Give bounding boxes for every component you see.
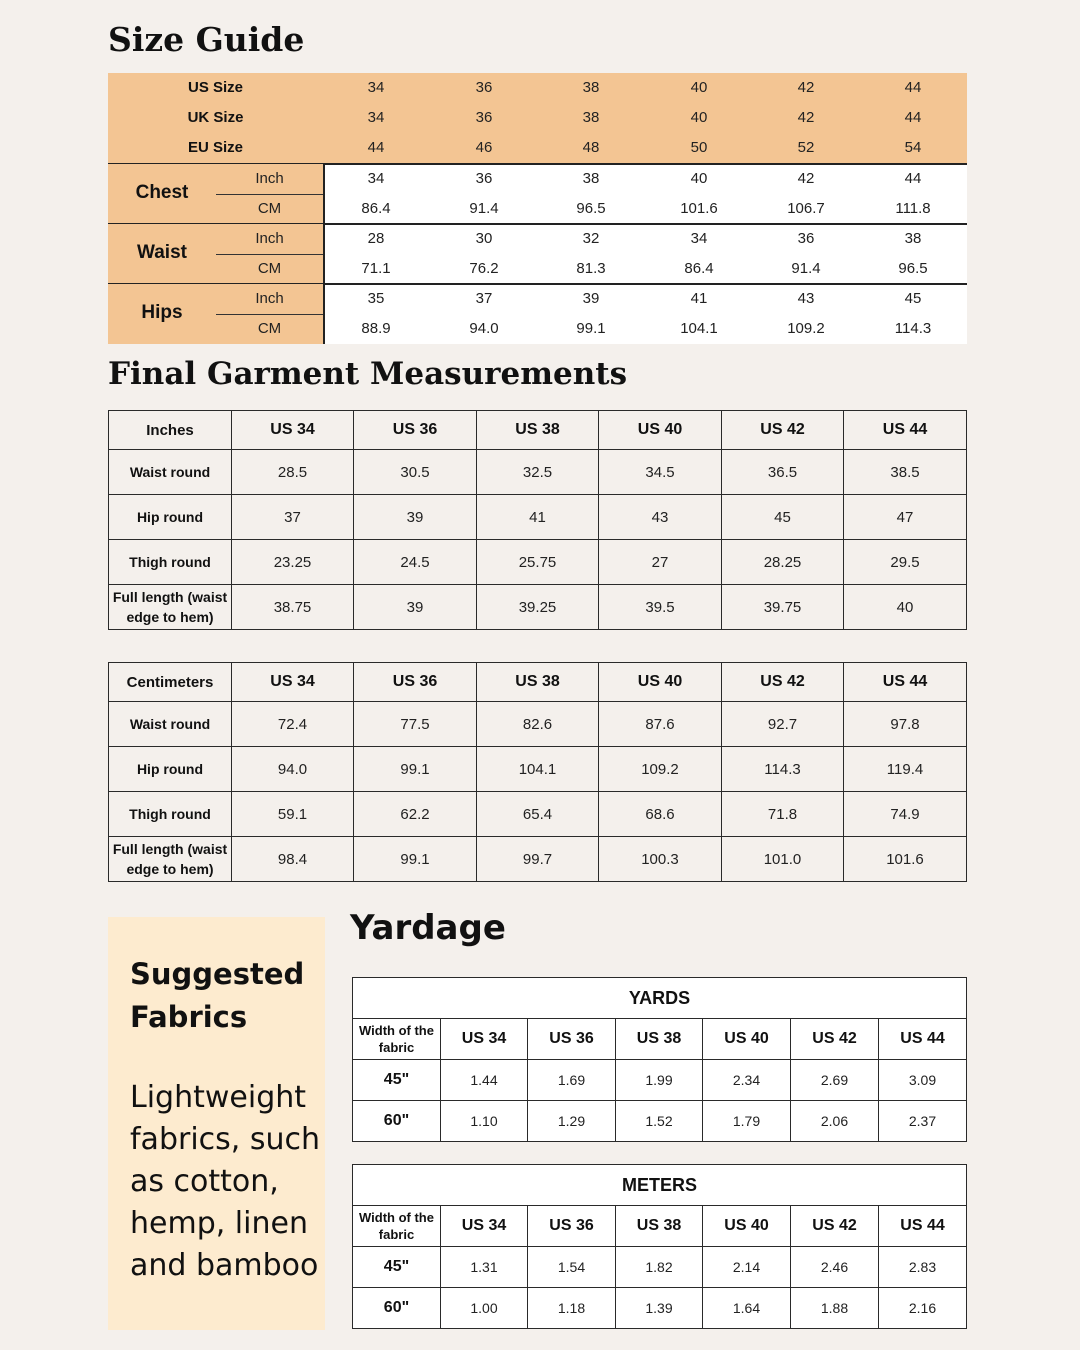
size-cell: 50 bbox=[690, 139, 708, 156]
yardage-yards-table bbox=[352, 977, 967, 1142]
group-label-cell bbox=[108, 164, 323, 224]
size-cell: 111.8 bbox=[895, 200, 931, 217]
table-row bbox=[109, 747, 967, 792]
table-cell: 1.18 bbox=[528, 1288, 616, 1329]
size-cell: 42 bbox=[797, 109, 815, 126]
table-cell: 72.4 bbox=[232, 702, 354, 747]
table-cell: 104.1 bbox=[477, 747, 599, 792]
table-cell: 77.5 bbox=[354, 702, 477, 747]
table-cell: 39.75 bbox=[722, 585, 844, 630]
table-cell: 1.79 bbox=[703, 1101, 791, 1142]
size-cell: 40 bbox=[690, 109, 708, 126]
table-row bbox=[353, 1101, 967, 1142]
final-inches-table bbox=[108, 410, 967, 630]
size-cell: 43 bbox=[797, 290, 815, 307]
yardage-meters-table bbox=[352, 1164, 967, 1329]
unit-label: Inch bbox=[216, 284, 323, 315]
size-cell: 42 bbox=[797, 79, 815, 96]
corner-label: Centimeters bbox=[109, 663, 232, 702]
table-row bbox=[109, 702, 967, 747]
size-cell: 38 bbox=[904, 230, 922, 247]
table-cell: 62.2 bbox=[354, 792, 477, 837]
table-cell: 99.7 bbox=[477, 837, 599, 882]
group-label-cell bbox=[108, 284, 323, 344]
width-value: 45" bbox=[353, 1060, 441, 1101]
size-cell: 34 bbox=[690, 230, 708, 247]
unit-header: METERS bbox=[353, 1165, 967, 1206]
column-header: US 40 bbox=[599, 411, 722, 450]
table-cell: 23.25 bbox=[232, 540, 354, 585]
row-label: Thigh round bbox=[109, 540, 232, 585]
table-cell: 1.00 bbox=[441, 1288, 528, 1329]
column-header: US 34 bbox=[232, 411, 354, 450]
table-cell: 45 bbox=[722, 495, 844, 540]
column-header: US 44 bbox=[879, 1206, 967, 1247]
row-label: Full length (waist edge to hem) bbox=[109, 585, 232, 630]
table-cell: 1.29 bbox=[528, 1101, 616, 1142]
width-label: Width of the fabric bbox=[353, 1206, 441, 1247]
column-header: US 44 bbox=[844, 663, 967, 702]
table-cell: 32.5 bbox=[477, 450, 599, 495]
group-label: Waist bbox=[137, 242, 187, 263]
size-cell: 91.4 bbox=[791, 260, 821, 277]
width-value: 60" bbox=[353, 1101, 441, 1142]
table-cell: 99.1 bbox=[354, 747, 477, 792]
size-header bbox=[108, 73, 967, 164]
size-cell: 96.5 bbox=[898, 260, 928, 277]
size-cell: 91.4 bbox=[469, 200, 499, 217]
group-label: Hips bbox=[141, 302, 183, 323]
final-centimeters-table bbox=[108, 662, 967, 882]
table-cell: 1.44 bbox=[441, 1060, 528, 1101]
table-cell: 3.09 bbox=[879, 1060, 967, 1101]
size-cell: 94.0 bbox=[469, 320, 499, 337]
size-cell: 44 bbox=[904, 170, 922, 187]
size-cell: 36 bbox=[475, 170, 493, 187]
table-row bbox=[109, 792, 967, 837]
fabrics-description: Lightweight fabrics, such as cotton, hemp, linen and bamboo bbox=[130, 1080, 321, 1283]
table-cell: 2.34 bbox=[703, 1060, 791, 1101]
table-cell: 119.4 bbox=[844, 747, 967, 792]
table-cell: 1.82 bbox=[616, 1247, 703, 1288]
size-header-label: US Size bbox=[187, 79, 244, 96]
size-cell: 99.1 bbox=[576, 320, 606, 337]
size-header-row-uk bbox=[108, 103, 967, 133]
table-cell: 28.25 bbox=[722, 540, 844, 585]
table-cell: 29.5 bbox=[844, 540, 967, 585]
column-header: US 42 bbox=[722, 411, 844, 450]
size-header-row-us bbox=[108, 73, 967, 103]
table-cell: 1.88 bbox=[791, 1288, 879, 1329]
unit-label: CM bbox=[257, 200, 282, 217]
fabrics-title: Suggested Fabrics bbox=[130, 957, 305, 1034]
size-cell: 28 bbox=[367, 230, 385, 247]
size-cell: 36 bbox=[475, 79, 493, 96]
size-cell: 86.4 bbox=[684, 260, 714, 277]
size-cell: 109.2 bbox=[787, 320, 825, 337]
table-cell: 25.75 bbox=[477, 540, 599, 585]
table-row bbox=[353, 1288, 967, 1329]
column-header: US 38 bbox=[616, 1019, 703, 1060]
size-cell: 42 bbox=[797, 170, 815, 187]
column-header: US 40 bbox=[703, 1019, 791, 1060]
table-row bbox=[109, 495, 967, 540]
table-cell: 47 bbox=[844, 495, 967, 540]
size-group-chest bbox=[108, 164, 967, 224]
final-garment-title: Final Garment Measurements bbox=[108, 356, 628, 392]
size-cell: 36 bbox=[797, 230, 815, 247]
group-label: Chest bbox=[135, 182, 189, 203]
column-header: US 38 bbox=[616, 1206, 703, 1247]
size-cell: 39 bbox=[582, 290, 600, 307]
size-cell: 45 bbox=[904, 290, 922, 307]
table-cell: 39 bbox=[354, 585, 477, 630]
size-cell: 44 bbox=[904, 109, 922, 126]
table-header-row bbox=[109, 411, 967, 450]
size-guide-title: Size Guide bbox=[108, 20, 305, 59]
table-cell: 41 bbox=[477, 495, 599, 540]
size-cell: 54 bbox=[904, 139, 922, 156]
table-header-row bbox=[109, 663, 967, 702]
size-cell: 88.9 bbox=[361, 320, 391, 337]
size-guide-table bbox=[108, 73, 967, 344]
unit-label: CM bbox=[257, 260, 282, 277]
size-cell: 96.5 bbox=[576, 200, 606, 217]
column-header: US 36 bbox=[354, 411, 477, 450]
corner-label: Inches bbox=[109, 411, 232, 450]
table-cell: 24.5 bbox=[354, 540, 477, 585]
row-label: Waist round bbox=[109, 702, 232, 747]
size-cell: 38 bbox=[582, 109, 600, 126]
table-cell: 34.5 bbox=[599, 450, 722, 495]
size-header-row-eu bbox=[108, 133, 967, 163]
size-cell: 34 bbox=[367, 109, 385, 126]
size-cell: 38 bbox=[582, 79, 600, 96]
table-cell: 37 bbox=[232, 495, 354, 540]
size-cell: 35 bbox=[367, 290, 385, 307]
column-header: US 34 bbox=[441, 1019, 528, 1060]
table-cell: 2.69 bbox=[791, 1060, 879, 1101]
size-cell: 114.3 bbox=[894, 320, 932, 337]
table-cell: 43 bbox=[599, 495, 722, 540]
yardage-title: Yardage bbox=[350, 908, 506, 948]
table-cell: 2.46 bbox=[791, 1247, 879, 1288]
column-header: US 40 bbox=[703, 1206, 791, 1247]
table-row bbox=[109, 540, 967, 585]
table-cell: 1.99 bbox=[616, 1060, 703, 1101]
column-header: US 38 bbox=[477, 411, 599, 450]
size-cell: 34 bbox=[367, 170, 385, 187]
table-cell: 74.9 bbox=[844, 792, 967, 837]
table-cell: 82.6 bbox=[477, 702, 599, 747]
table-cell: 39.5 bbox=[599, 585, 722, 630]
table-cell: 40 bbox=[844, 585, 967, 630]
table-cell: 97.8 bbox=[844, 702, 967, 747]
column-header: US 36 bbox=[528, 1019, 616, 1060]
table-cell: 39 bbox=[354, 495, 477, 540]
table-row bbox=[109, 450, 967, 495]
unit-label: Inch bbox=[216, 224, 323, 255]
unit-label: Inch bbox=[216, 164, 323, 195]
column-header: US 42 bbox=[791, 1206, 879, 1247]
table-cell: 92.7 bbox=[722, 702, 844, 747]
table-cell: 2.83 bbox=[879, 1247, 967, 1288]
unit-label: CM bbox=[257, 320, 282, 337]
size-cell: 101.6 bbox=[680, 200, 718, 217]
row-label: Hip round bbox=[109, 495, 232, 540]
row-label: Full length (waist edge to hem) bbox=[109, 837, 232, 882]
width-value: 60" bbox=[353, 1288, 441, 1329]
suggested-fabrics-panel bbox=[108, 917, 325, 1330]
size-cell: 86.4 bbox=[361, 200, 391, 217]
table-cell: 68.6 bbox=[599, 792, 722, 837]
table-cell: 1.10 bbox=[441, 1101, 528, 1142]
table-row bbox=[109, 837, 967, 882]
column-header: US 36 bbox=[528, 1206, 616, 1247]
width-label: Width of the fabric bbox=[353, 1019, 441, 1060]
size-cell: 30 bbox=[475, 230, 493, 247]
table-cell: 36.5 bbox=[722, 450, 844, 495]
table-header-row bbox=[353, 1206, 967, 1247]
table-cell: 2.14 bbox=[703, 1247, 791, 1288]
table-cell: 1.64 bbox=[703, 1288, 791, 1329]
table-cell: 99.1 bbox=[354, 837, 477, 882]
table-cell: 2.37 bbox=[879, 1101, 967, 1142]
unit-row bbox=[353, 978, 967, 1019]
table-cell: 1.69 bbox=[528, 1060, 616, 1101]
row-label: Waist round bbox=[109, 450, 232, 495]
table-cell: 65.4 bbox=[477, 792, 599, 837]
size-group-hips bbox=[108, 284, 967, 344]
column-header: US 36 bbox=[354, 663, 477, 702]
table-cell: 94.0 bbox=[232, 747, 354, 792]
column-header: US 42 bbox=[722, 663, 844, 702]
size-cell: 71.1 bbox=[361, 260, 391, 277]
unit-row bbox=[353, 1165, 967, 1206]
table-cell: 38.75 bbox=[232, 585, 354, 630]
size-header-label: UK Size bbox=[187, 109, 244, 126]
size-group-waist bbox=[108, 224, 967, 284]
table-cell: 59.1 bbox=[232, 792, 354, 837]
size-cell: 81.3 bbox=[576, 260, 606, 277]
table-cell: 1.31 bbox=[441, 1247, 528, 1288]
table-cell: 1.54 bbox=[528, 1247, 616, 1288]
unit-header: YARDS bbox=[353, 978, 967, 1019]
size-cell: 76.2 bbox=[469, 260, 499, 277]
table-cell: 39.25 bbox=[477, 585, 599, 630]
table-cell: 98.4 bbox=[232, 837, 354, 882]
size-cell: 104.1 bbox=[680, 320, 718, 337]
table-cell: 28.5 bbox=[232, 450, 354, 495]
size-cell: 52 bbox=[797, 139, 815, 156]
table-cell: 114.3 bbox=[722, 747, 844, 792]
size-cell: 106.7 bbox=[787, 200, 825, 217]
table-cell: 30.5 bbox=[354, 450, 477, 495]
unit-column bbox=[216, 284, 323, 344]
size-cell: 38 bbox=[582, 170, 600, 187]
table-header-row bbox=[353, 1019, 967, 1060]
table-cell: 2.06 bbox=[791, 1101, 879, 1142]
size-cell: 41 bbox=[690, 290, 708, 307]
row-label: Thigh round bbox=[109, 792, 232, 837]
table-cell: 87.6 bbox=[599, 702, 722, 747]
column-header: US 44 bbox=[879, 1019, 967, 1060]
column-header: US 40 bbox=[599, 663, 722, 702]
row-label: Hip round bbox=[109, 747, 232, 792]
size-cell: 37 bbox=[475, 290, 493, 307]
table-cell: 109.2 bbox=[599, 747, 722, 792]
unit-column bbox=[216, 224, 323, 284]
table-cell: 38.5 bbox=[844, 450, 967, 495]
column-header: US 38 bbox=[477, 663, 599, 702]
size-cell: 32 bbox=[582, 230, 600, 247]
size-cell: 48 bbox=[582, 139, 600, 156]
table-row bbox=[353, 1060, 967, 1101]
column-header: US 34 bbox=[441, 1206, 528, 1247]
size-cell: 40 bbox=[690, 170, 708, 187]
table-cell: 101.6 bbox=[844, 837, 967, 882]
column-header: US 34 bbox=[232, 663, 354, 702]
size-cell: 44 bbox=[904, 79, 922, 96]
size-cell: 44 bbox=[367, 139, 385, 156]
table-cell: 1.52 bbox=[616, 1101, 703, 1142]
table-cell: 2.16 bbox=[879, 1288, 967, 1329]
size-cell: 46 bbox=[475, 139, 493, 156]
unit-column bbox=[216, 164, 323, 224]
size-cell: 36 bbox=[475, 109, 493, 126]
divider bbox=[323, 164, 325, 344]
table-cell: 71.8 bbox=[722, 792, 844, 837]
size-cell: 34 bbox=[367, 79, 385, 96]
size-header-label: EU Size bbox=[187, 139, 244, 156]
size-cell: 40 bbox=[690, 79, 708, 96]
table-row bbox=[353, 1247, 967, 1288]
table-row bbox=[109, 585, 967, 630]
table-cell: 101.0 bbox=[722, 837, 844, 882]
table-cell: 1.39 bbox=[616, 1288, 703, 1329]
table-cell: 100.3 bbox=[599, 837, 722, 882]
width-value: 45" bbox=[353, 1247, 441, 1288]
column-header: US 44 bbox=[844, 411, 967, 450]
column-header: US 42 bbox=[791, 1019, 879, 1060]
group-label-cell bbox=[108, 224, 323, 284]
table-cell: 27 bbox=[599, 540, 722, 585]
